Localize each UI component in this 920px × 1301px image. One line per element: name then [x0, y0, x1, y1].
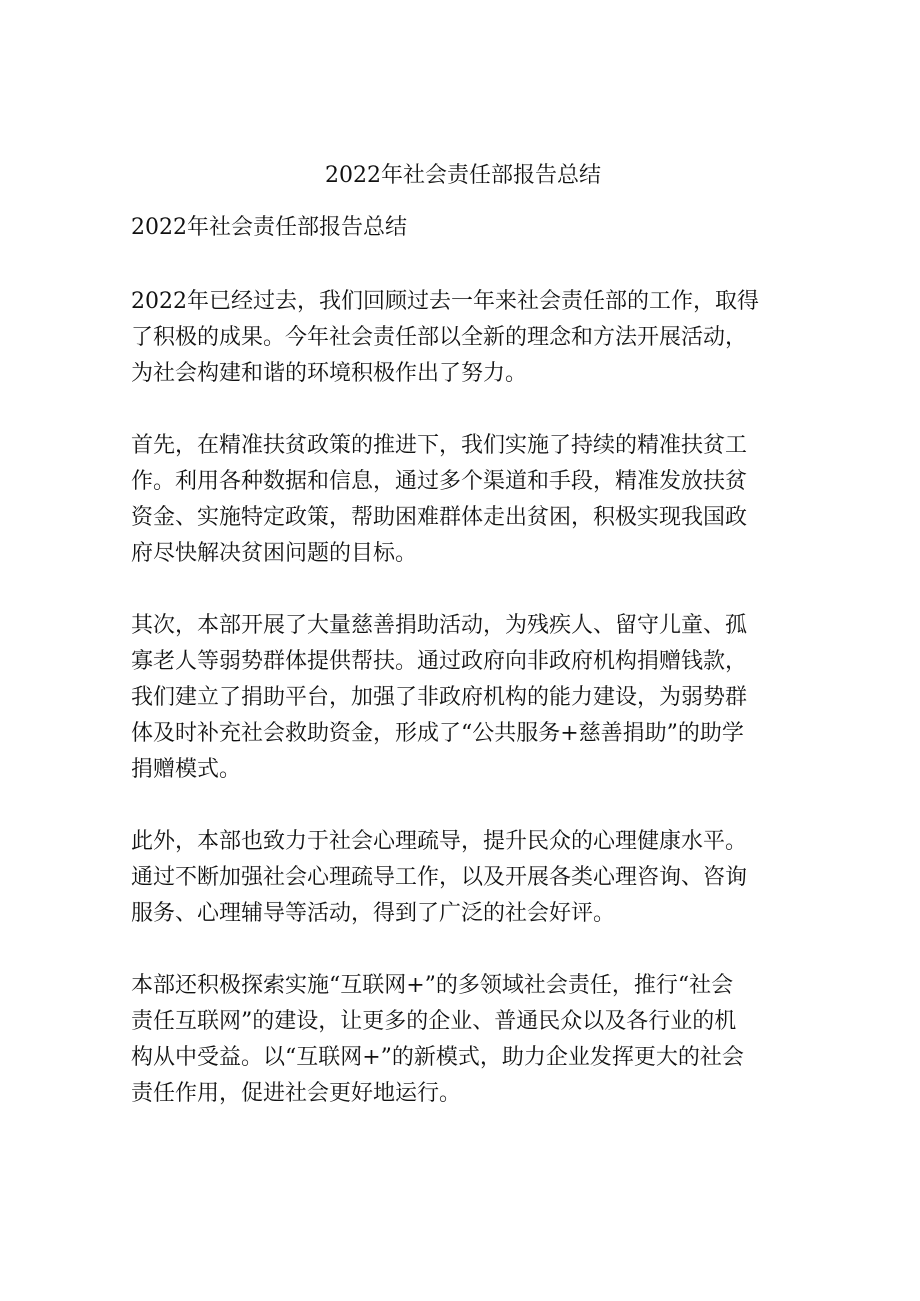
paragraph-line: 寡老人等弱势群体提供帮扶。通过政府向非政府机构捐赠钱款，	[131, 649, 748, 674]
paragraph-line: 其次，本部开展了大量慈善捐助活动，为残疾人、留守儿童、孤	[131, 613, 748, 638]
paragraph-poverty-alleviation	[131, 428, 795, 572]
paragraph-line: 服务、心理辅导等活动，得到了广泛的社会好评。	[131, 901, 616, 926]
paragraph-internet-plus	[131, 968, 795, 1112]
paragraph-line: 我们建立了捐助平台，加强了非政府机构的能力建设，为弱势群	[131, 685, 748, 710]
paragraph-line: 责任作用，促进社会更好地运行。	[131, 1081, 462, 1106]
document-body	[131, 158, 795, 1112]
paragraph-line: 首先，在精准扶贫政策的推进下，我们实施了持续的精准扶贫工	[131, 433, 748, 458]
document-title: 2022年社会责任部报告总结	[325, 163, 601, 188]
paragraph-line: 体及时补充社会救助资金，形成了“公共服务+慈善捐助”的助学	[131, 721, 744, 746]
paragraph-line: 责任互联网”的建设，让更多的企业、普通民众以及各行业的机	[131, 1009, 737, 1034]
document-subtitle: 2022年社会责任部报告总结	[131, 215, 407, 240]
paragraph-line: 资金、实施特定政策，帮助困难群体走出贫困，积极实现我国政	[131, 505, 748, 530]
paragraph-line: 此外，本部也致力于社会心理疏导，提升民众的心理健康水平。	[131, 829, 748, 854]
paragraph-line: 捐赠模式。	[131, 757, 242, 782]
paragraph-line: 通过不断加强社会心理疏导工作，以及开展各类心理咨询、咨询	[131, 865, 748, 890]
paragraph-line: 为社会构建和谐的环境积极作出了努力。	[131, 361, 528, 386]
paragraph-psychological-guidance	[131, 824, 795, 932]
paragraph-line: 构从中受益。以“互联网+”的新模式，助力企业发挥更大的社会	[131, 1045, 744, 1070]
paragraph-intro	[131, 284, 795, 392]
paragraph-line: 了积极的成果。今年社会责任部以全新的理念和方法开展活动，	[131, 325, 748, 350]
paragraph-line: 作。利用各种数据和信息，通过多个渠道和手段，精准发放扶贫	[131, 469, 748, 494]
paragraph-charity-donation	[131, 608, 795, 788]
paragraph-line: 本部还积极探索实施“互联网+”的多领域社会责任，推行“社会	[131, 973, 734, 998]
paragraph-line: 府尽快解决贫困问题的目标。	[131, 541, 418, 566]
paragraph-line: 2022年已经过去，我们回顾过去一年来社会责任部的工作，取得	[131, 289, 759, 314]
